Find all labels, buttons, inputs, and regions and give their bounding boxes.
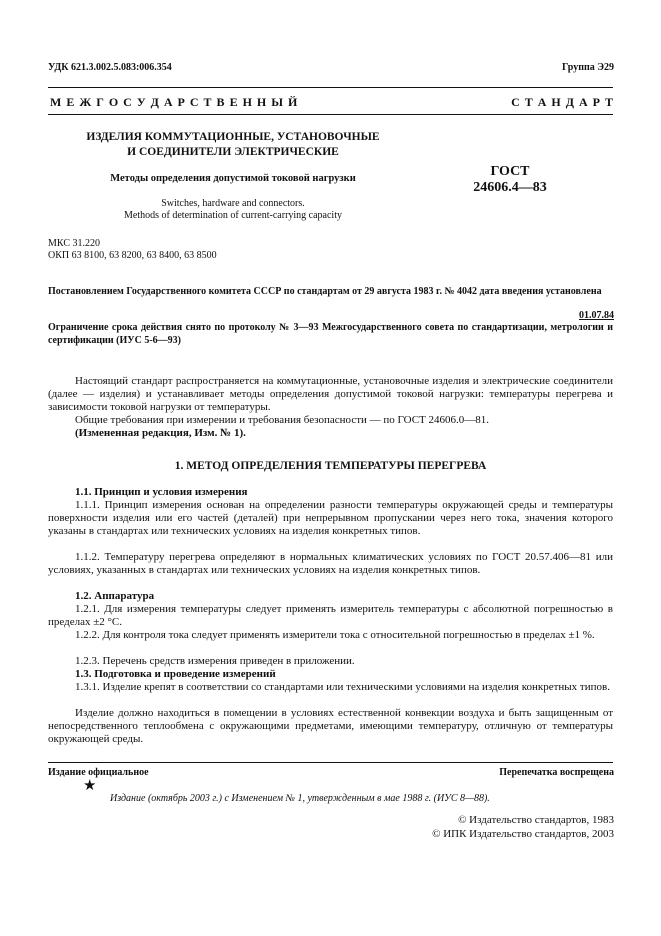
paragraph-1-2-3: 1.2.3. Перечень средств измерения приведен в приложении.: [75, 655, 355, 667]
mks-code: МКС 31.220: [48, 238, 100, 249]
banner-standart: С Т А Н Д А Р Т: [511, 95, 613, 109]
banner-mezhgos: М Е Ж Г О С У Д А Р С Т В Е Н Н Ы Й: [50, 95, 298, 109]
gost-number: 24606.4—83: [473, 180, 547, 195]
paragraph-1-1-2: 1.1.2. Температуру перегрева определяют в нормальных климатических условиях по ГОСТ 20.57.406—81 или условиях, указанных в стандартах или технических условиях на изделия конкретных типов.: [48, 551, 613, 576]
introduction-date: 01.07.84: [579, 310, 614, 321]
paragraph-1-3-1: 1.3.1. Изделие крепят в соответствии со стандартами или техническими условиями на изделия конкретных типов.: [75, 681, 610, 693]
udk-code: УДК 621.3.002.5.083:006.354: [48, 62, 172, 73]
paragraph-1-2-2: 1.2.2. Для контроля тока следует применять измерители тока с относительной погрешностью в пределах ±1 %.: [75, 629, 595, 641]
gost-label: ГОСТ: [490, 164, 530, 179]
copyright-2003: © ИПК Издательство стандартов, 2003: [432, 828, 614, 840]
title-subtitle: Методы определения допустимой токовой нагрузки: [110, 173, 356, 184]
section-1-title: 1. МЕТОД ОПРЕДЕЛЕНИЯ ТЕМПЕРАТУРЫ ПЕРЕГРЕВА: [174, 460, 487, 472]
limitation-text: Ограничение срока действия снято по протоколу № 3—93 Межгосударственного совета по стандартизации, метрологии и сертификации (ИУС 5-6—93): [48, 322, 613, 346]
edition-note: Издание (октябрь 2003 г.) с Изменением № 1, утвержденным в мае 1988 г. (ИУС 8—88).: [110, 793, 490, 804]
title-english-2: Methods of determination of current-carrying capacity: [124, 210, 342, 221]
decree-text: Постановлением Государственного комитета СССР по стандартам от 29 августа 1983 г. № 4042 дата введения установлена: [48, 286, 602, 297]
top-rule: [48, 87, 613, 88]
footer-rule: [48, 762, 613, 763]
star-icon: ★: [83, 778, 97, 794]
heading-1-1: 1.1. Принцип и условия измерения: [75, 486, 248, 498]
intro-paragraph-1: Настоящий стандарт распространяется на коммутационные, установочные изделия и электрические соединители (далее — изделия) и устанавливает методы определения допустимой токовой нагрузки: температуры перегрева и зависимости токовой нагрузки от температуры.: [48, 375, 613, 413]
title-line-1: ИЗДЕЛИЯ КОММУТАЦИОННЫЕ, УСТАНОВОЧНЫЕ: [86, 131, 380, 143]
paragraph-1-3-2: Изделие должно находиться в помещении в условиях естественной конвекции воздуха и быть защищенным от непосредственного теплообмена с окружающими предметами, имеющими температуру, отличную от температуры окружающей среды.: [48, 707, 613, 745]
banner-rule: [48, 114, 613, 115]
title-line-2: И СОЕДИНИТЕЛИ ЭЛЕКТРИЧЕСКИЕ: [127, 146, 339, 158]
paragraph-1-1-1: 1.1.1. Принцип измерения основан на определении разности температуры окружающей среды и температуры поверхности изделия или его частей (деталей) при непрерывном пропускании через него тока, значения которого указаны в стандартах или технических условиях на изделия конкретных типов.: [48, 499, 613, 537]
group-code: Группа Э29: [562, 62, 614, 73]
heading-1-2: 1.2. Аппаратура: [75, 590, 155, 602]
official-edition: Издание официальное: [48, 767, 149, 778]
heading-1-3: 1.3. Подготовка и проведение измерений: [75, 668, 276, 680]
reprint-prohibited: Перепечатка воспрещена: [499, 767, 614, 778]
paragraph-1-2-1: 1.2.1. Для измерения температуры следует применять измеритель температуры с абсолютной погрешностью в пределах ±2 °С.: [48, 603, 613, 628]
title-english-1: Switches, hardware and connectors.: [161, 198, 305, 209]
copyright-1983: © Издательство стандартов, 1983: [458, 814, 614, 826]
okp-code: ОКП 63 8100, 63 8200, 63 8400, 63 8500: [48, 250, 217, 261]
intro-change-note: (Измененная редакция, Изм. № 1).: [75, 427, 246, 439]
intro-paragraph-2: Общие требования при измерении и требования безопасности — по ГОСТ 24606.0—81.: [75, 414, 490, 426]
